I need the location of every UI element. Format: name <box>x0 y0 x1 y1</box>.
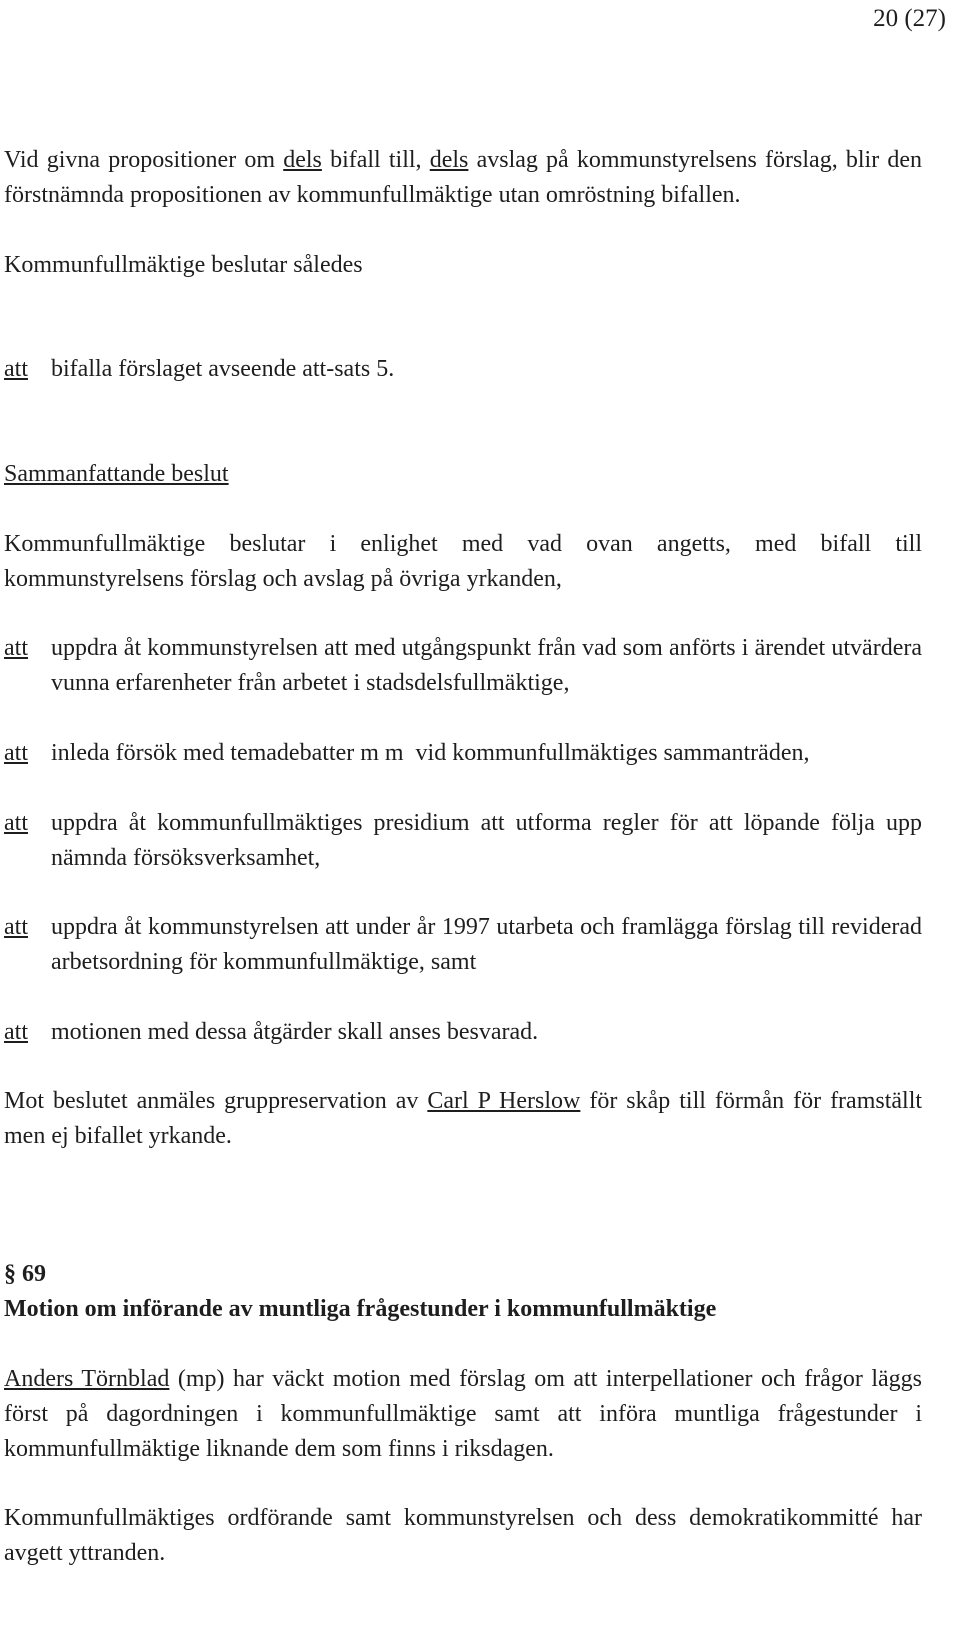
section-title: Motion om införande av muntliga frågestunder i kommunfullmäktige <box>4 1296 717 1322</box>
motion-person: Anders Törnblad <box>4 1366 170 1392</box>
intro-text-2: bifall till, <box>330 147 422 173</box>
intro-dels-1: dels <box>283 147 322 173</box>
att-item-5 <box>4 1015 922 1050</box>
reservation-text-2: för skåp till förmån för framställt men ej bifallet yrkande. <box>4 1088 923 1149</box>
att-label: att <box>4 356 28 382</box>
summary-text: Kommunfullmäktige beslutar i enlighet med vad ovan angetts, med bifall till kommunstyrelsens förslag och avslag på övriga yrkanden, <box>4 531 922 592</box>
reservation-paragraph <box>4 1084 922 1154</box>
att-item-1 <box>4 631 922 701</box>
att-text: uppdra åt kommunstyrelsen att under år 1997 utarbeta och framlägga förslag till reviderad arbetsordning för kommunfullmäktige, samt <box>51 914 922 975</box>
att-label: att <box>4 740 28 766</box>
att-label: att <box>4 635 28 661</box>
reservation-person: Carl P Herslow <box>427 1088 581 1114</box>
att-text: bifalla förslaget avseende att-sats 5. <box>51 356 395 382</box>
reservation-text-1: Mot beslutet anmäles gruppreservation av <box>4 1088 419 1114</box>
intro-text-3: avslag på kommunstyrelsens förslag, blir den förstnämnda propositionen av kommunfullmäktige utan omröstning bifallen. <box>4 147 923 208</box>
intro-paragraph <box>4 143 922 213</box>
section-number: § 69 <box>4 1261 46 1287</box>
att-text: motionen med dessa åtgärder skall anses besvarad. <box>51 1019 539 1045</box>
att-item-2 <box>4 736 922 771</box>
intro-text-1: Vid givna propositioner om <box>4 147 276 173</box>
att-label: att <box>4 914 28 940</box>
first-att-item <box>4 352 922 387</box>
motion-paragraph <box>4 1362 922 1467</box>
intro-dels-2: dels <box>429 147 469 173</box>
decision-intro: Kommunfullmäktige beslutar således <box>4 252 363 278</box>
motion-text: (mp) har väckt motion med förslag om att interpellationer och frågor läggs först på dagordningen i kommunfullmäktige samt att införa muntliga frågestunder i kommunfullmäktige liknande dem som finns i riksdagen. <box>4 1366 922 1462</box>
att-text: uppdra åt kommunstyrelsen att med utgångspunkt från vad som anförts i ärendet utvärdera vunna erfarenheter från arbetet i stadsdelsfullmäktige, <box>51 635 922 696</box>
att-text: inleda försök med temadebatter m m vid kommunfullmäktiges sammanträden, <box>51 740 810 766</box>
final-paragraph: Kommunfullmäktiges ordförande samt kommunstyrelsen och dess demokratikommitté har avgett yttranden. <box>4 1505 922 1566</box>
att-text: uppdra åt kommunfullmäktiges presidium att utforma regler för att löpande följa upp nämnda försöksverksamhet, <box>51 810 922 871</box>
summary-heading: Sammanfattande beslut <box>4 461 229 487</box>
att-label: att <box>4 1019 28 1045</box>
att-label: att <box>4 810 28 836</box>
page-number: 20 (27) <box>873 5 946 32</box>
att-item-3 <box>4 806 922 876</box>
att-item-4 <box>4 910 922 980</box>
